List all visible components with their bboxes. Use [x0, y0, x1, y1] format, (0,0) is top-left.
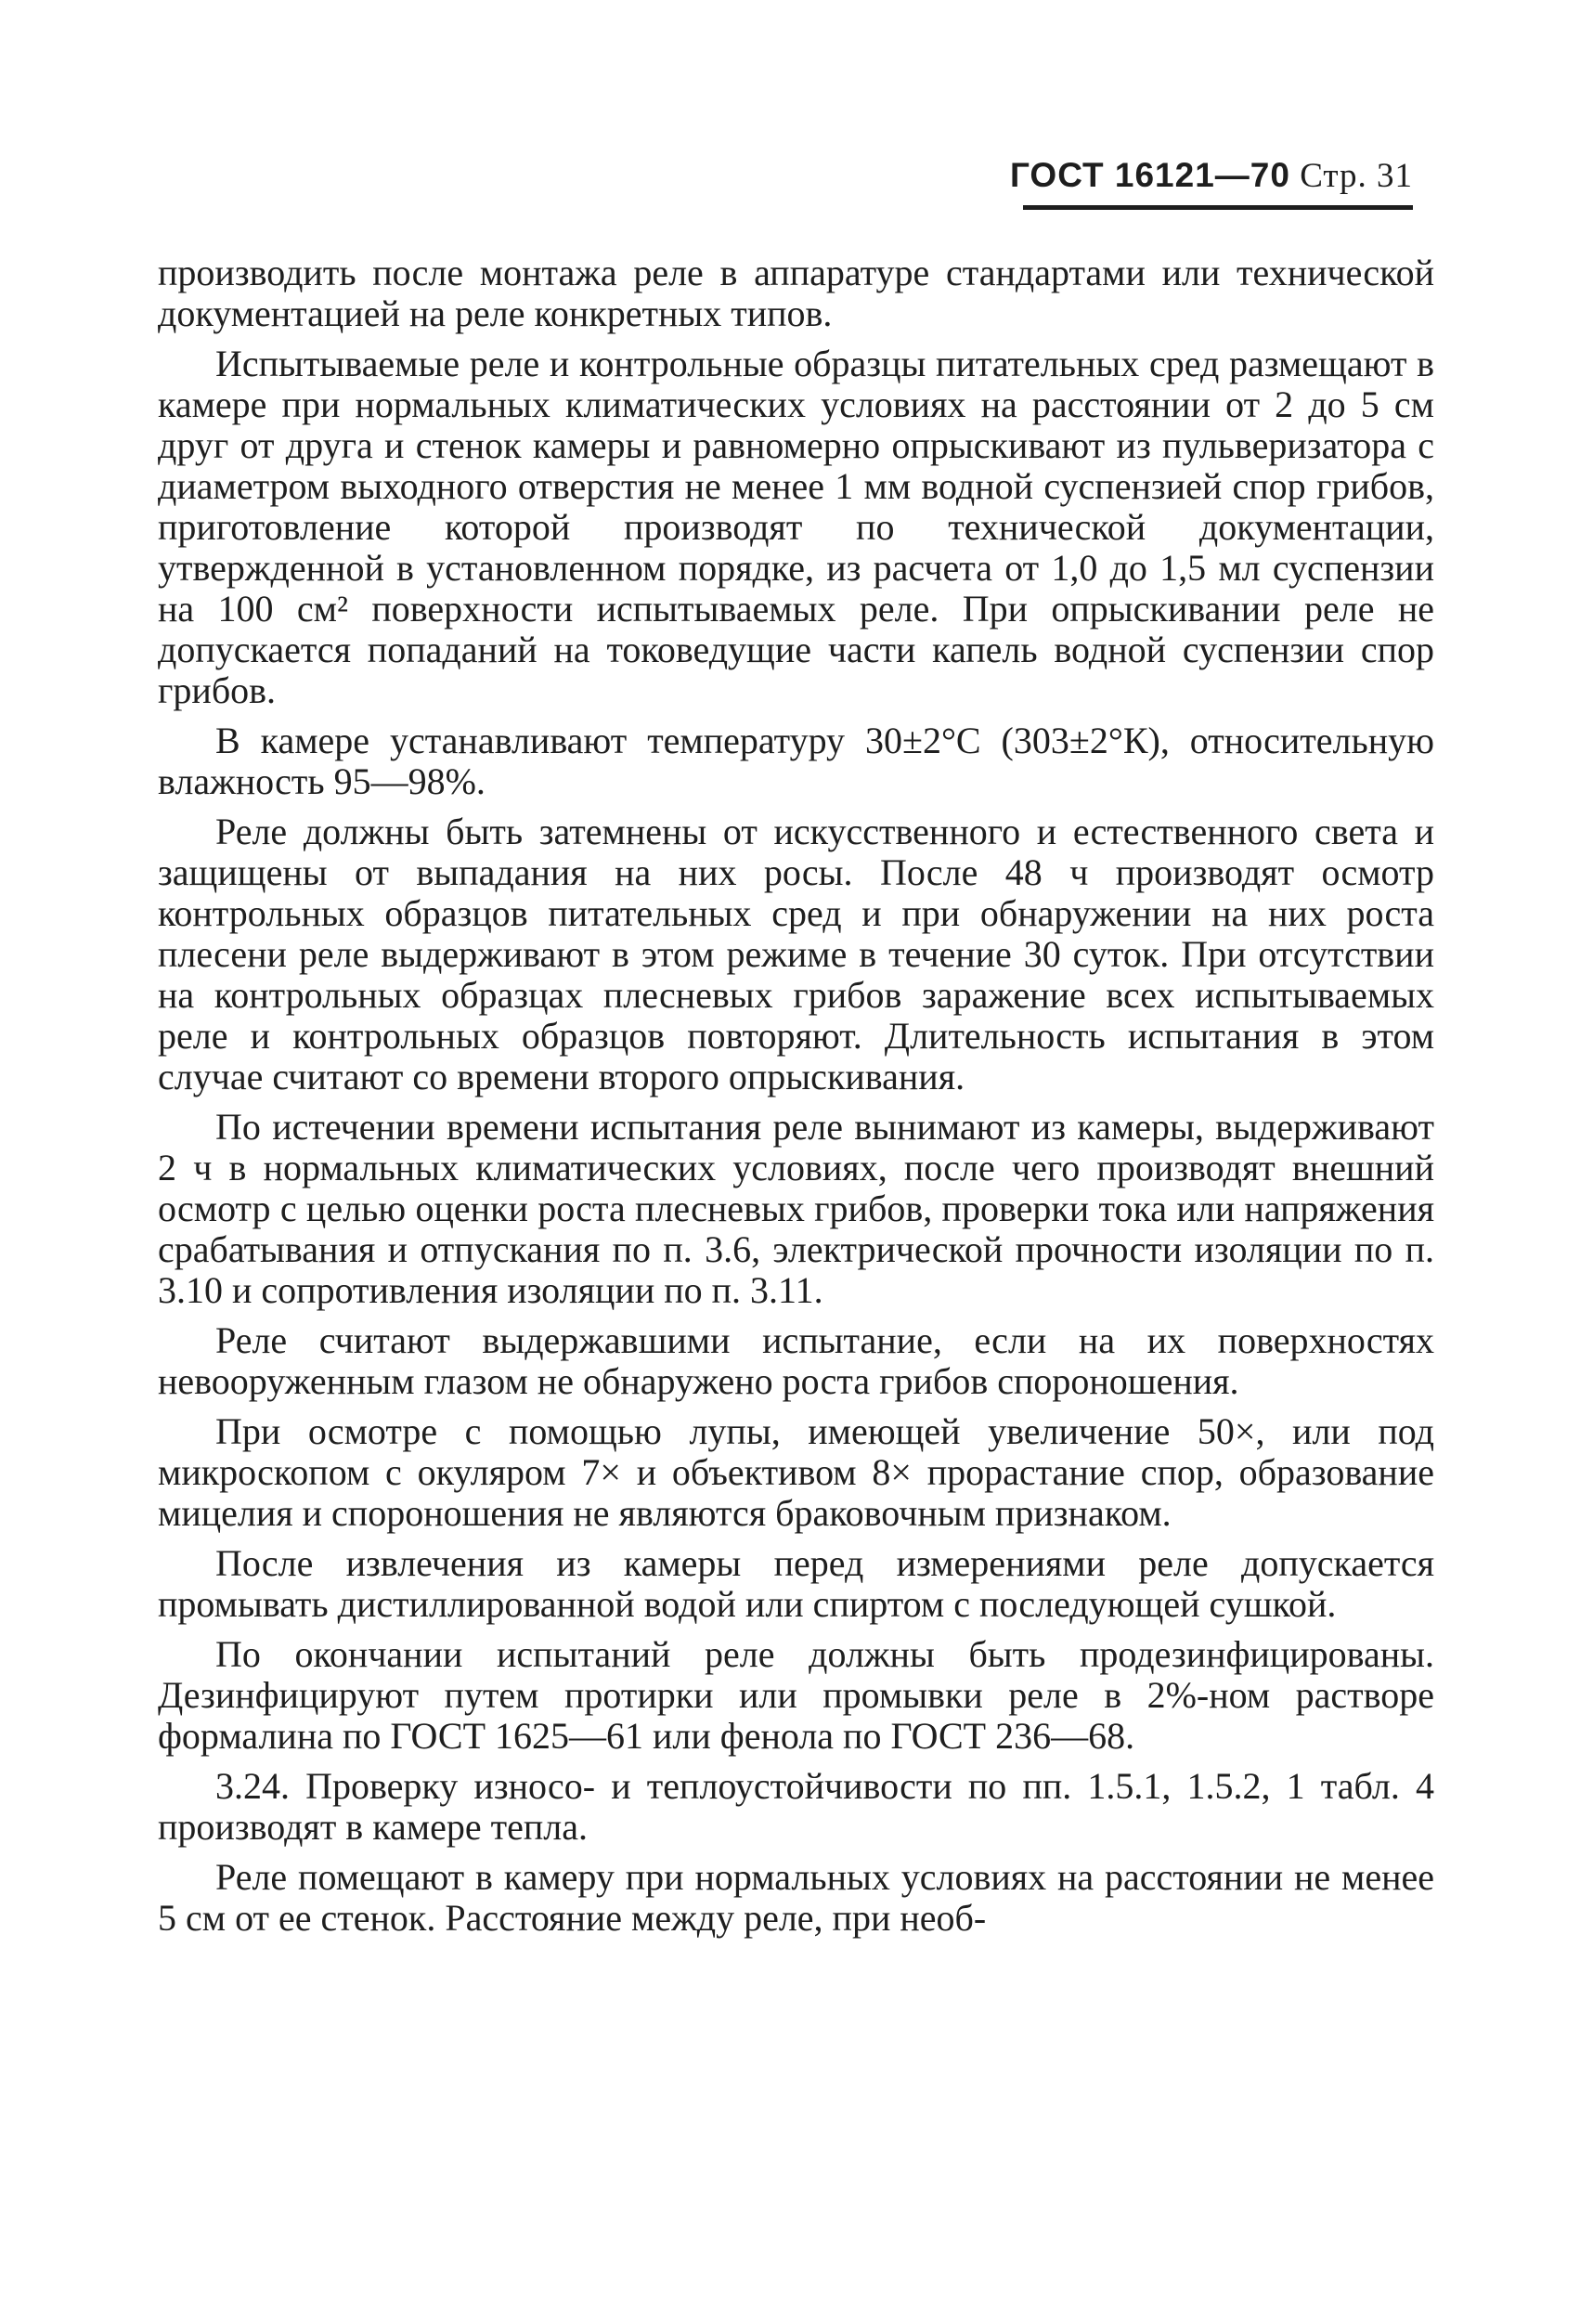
paragraph-placement: Реле помещают в камеру при нормальных условиях на расстоянии не менее 5 см от ее стенок. Расстояние между реле, при необ-: [158, 1856, 1434, 1939]
paragraph-disinfection: По окончании испытаний реле должны быть продезинфицированы. Дезинфицируют путем протирки или промывки реле в 2%-ном растворе формалина по ГОСТ 1625—61 или фенола по ГОСТ 236—68.: [158, 1633, 1434, 1757]
paragraph-continuation: производить после монтажа реле в аппаратуре стандартами или технической документацией на реле конкретных типов.: [158, 252, 1434, 334]
paragraph-washing: После извлечения из камеры перед измерениями реле допускается промывать дистиллированной водой или спиртом с последующей сушкой.: [158, 1542, 1434, 1625]
standard-code: ГОСТ 16121—70: [1009, 156, 1290, 194]
page-header: [1004, 156, 1413, 210]
paragraph-spraying: Испытываемые реле и контрольные образцы питательных сред размещают в камере при нормальных климатических условиях на расстоянии от 2 до 5 см друг от друга и стенок камеры и равномерно опрыскивают из пульверизатора с диаметром выходного отверстия не менее 1 мм водной суспензией спор грибов, приготовление которой производят по технической документации, утвержденной в установленном порядке, из расчета от 1,0 до 1,5 мл суспензии на 100 см² поверхности испытываемых реле. При опрыскивании реле не допускается попаданий на токоведущие части капель водной суспензии спор грибов.: [158, 343, 1434, 711]
paragraph-darkening: Реле должны быть затемнены от искусственного и естественного света и защищены от выпадания на них росы. После 48 ч производят осмотр контрольных образцов питательных сред и при обнаружении на них роста плесени реле выдерживают в этом режиме в течение 30 суток. При отсутствии на контрольных образцах плесневых грибов заражение всех испытываемых реле и контрольных образцов повторяют. Длительность испытания в этом случае считают со времени второго опрыскивания.: [158, 811, 1434, 1097]
header-text: [1004, 156, 1413, 196]
paragraph-acceptance: Реле считают выдержавшими испытание, если на их поверхностях невооруженным глазом не обнаружено роста грибов спороношения.: [158, 1319, 1434, 1402]
page-number: Стр. 31: [1300, 157, 1413, 195]
paragraph-temperature: В камере устанавливают температуру 30±2°С (303±2°К), относительную влажность 95—98%.: [158, 720, 1434, 802]
paragraph-section-3-24: 3.24. Проверку износо- и теплоустойчивости по пп. 1.5.1, 1.5.2, 1 табл. 4 производят в камере тепла.: [158, 1765, 1434, 1848]
document-body: [158, 253, 1434, 1939]
header-rule: [1023, 205, 1413, 210]
paragraph-inspection: По истечении времени испытания реле вынимают из камеры, выдерживают 2 ч в нормальных климатических условиях, после чего производят внешний осмотр с целью оценки роста плесневых грибов, проверки тока или напряжения срабатывания и отпускания по п. 3.6, электрической прочности изоляции по п. 3.10 и сопротивления изоляции по п. 3.11.: [158, 1106, 1434, 1311]
paragraph-magnifier: При осмотре с помощью лупы, имеющей увеличение 50×, или под микроскопом с окуляром 7× и объективом 8× прорастание спор, образование мицелия и спороношения не являются браковочным признаком.: [158, 1410, 1434, 1534]
